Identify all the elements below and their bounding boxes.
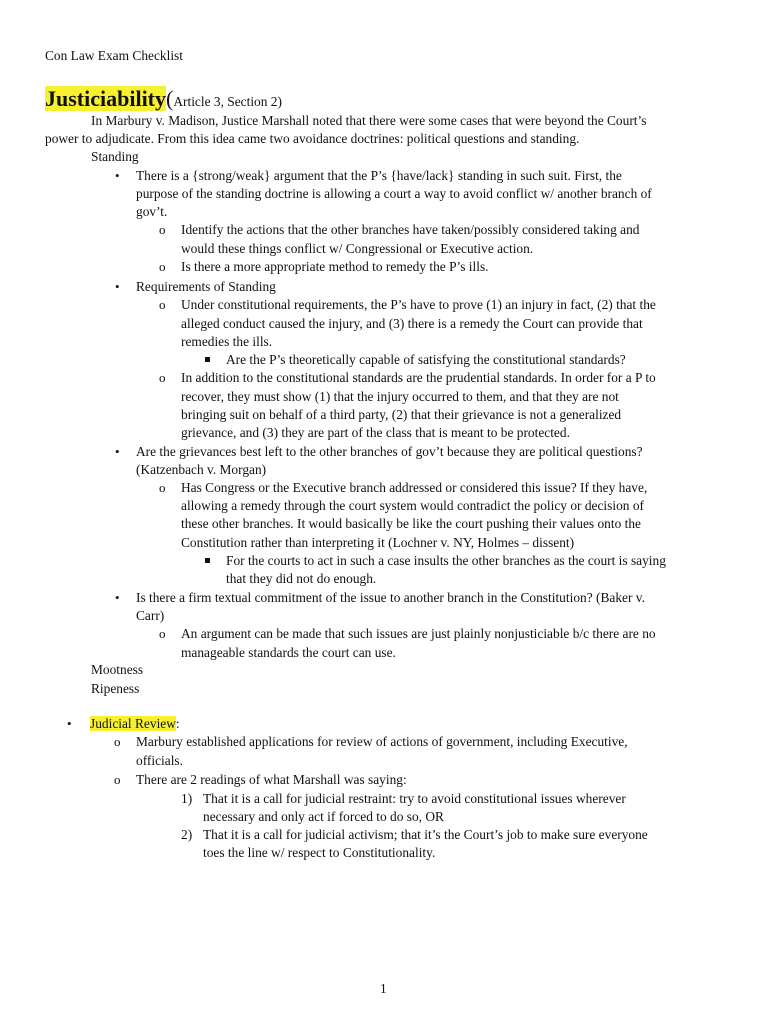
bullet-text: There is a {strong/weak} argument that the P’s {have/lack} standing in such suit. First, the [136, 168, 622, 183]
sub-sub-bullet-text: For the courts to act in such a case insults the other branches as the court is saying [226, 553, 666, 568]
bullet-text: Are the grievances best left to the other branches of gov’t because they are political questions? [136, 444, 643, 459]
sub-sub-bullet-text: Are the P’s theoretically capable of satisfying the constitutional standards? [226, 352, 626, 367]
bullet-icon: • [67, 716, 72, 731]
numbered-marker: 1) [181, 791, 193, 806]
circle-bullet-icon: o [159, 480, 166, 495]
sub-bullet-text: these other branches. It would basically be like the court pushing their values onto the [181, 516, 641, 531]
circle-bullet-icon: o [159, 626, 166, 641]
sub-bullet-text: allowing a remedy through the court system would contradict the policy or decision of [181, 498, 644, 513]
heading-subtitle: Article 3, Section 2) [173, 94, 282, 109]
numbered-item-text: That it is a call for judicial restraint: try to avoid constitutional issues wherever [203, 791, 626, 806]
sub-bullet-text: bringing suit on behalf of a third party, (2) that their grievance is not a generalized [181, 407, 622, 422]
bullet-icon: • [115, 168, 120, 183]
bullet-icon: • [115, 590, 120, 605]
square-bullet-icon [205, 357, 210, 362]
sub-bullet-text: would these things conflict w/ Congressional or Executive action. [181, 241, 534, 256]
numbered-item-text: toes the line w/ respect to Constitutionality. [203, 845, 436, 860]
circle-bullet-icon: o [159, 370, 166, 385]
circle-bullet-icon: o [159, 222, 166, 237]
bullet-text: (Katzenbach v. Morgan) [136, 462, 267, 477]
sub-bullet-text: Constitution rather than interpreting it (Lochner v. NY, Holmes – dissent) [181, 535, 575, 550]
section-heading [45, 85, 282, 113]
intro-line: power to adjudicate. From this idea came two avoidance doctrines: political questions and standing. [45, 131, 580, 146]
bullet-text: Carr) [136, 608, 165, 623]
square-bullet-icon [205, 558, 210, 563]
circle-bullet-icon: o [114, 772, 121, 787]
intro-line: In Marbury v. Madison, Justice Marshall noted that there were some cases that were beyond the Court’s [91, 113, 647, 128]
bullet-text: Requirements of Standing [136, 279, 276, 294]
sub-bullet-text: There are 2 readings of what Marshall was saying: [136, 772, 407, 787]
sub-sub-bullet-text: that they did not do enough. [226, 571, 377, 586]
numbered-item-text: That it is a call for judicial activism; that it’s the Court’s job to make sure everyone [203, 827, 648, 842]
page-number: 1 [380, 981, 387, 996]
sub-bullet-text: manageable standards the court can use. [181, 645, 396, 660]
sub-bullet-text: remedies the ills. [181, 334, 273, 349]
standing-label: Standing [91, 149, 139, 164]
sub-bullet-text: alleged conduct caused the injury, and (3) there is a remedy the Court can provide that [181, 316, 643, 331]
judicial-review-heading [90, 715, 180, 733]
sub-bullet-text: Has Congress or the Executive branch addressed or considered this issue? If they have, [181, 480, 648, 495]
circle-bullet-icon: o [159, 297, 166, 312]
sub-bullet-text: In addition to the constitutional standards are the prudential standards. In order for a P to [181, 370, 656, 385]
bullet-text: purpose of the standing doctrine is allowing a court a way to avoid conflict w/ another branch of [136, 186, 652, 201]
sub-bullet-text: grievance, and (3) they are part of the class that is meant to be protected. [181, 425, 570, 440]
circle-bullet-icon: o [114, 734, 121, 749]
numbered-marker: 2) [181, 827, 193, 842]
judicial-review-label: Judicial Review [90, 716, 176, 731]
bullet-text: gov’t. [136, 204, 168, 219]
ripeness-label: Ripeness [91, 681, 140, 696]
sub-bullet-text: Identify the actions that the other branches have taken/possibly considered taking and [181, 222, 640, 237]
sub-bullet-text: Is there a more appropriate method to remedy the P’s ills. [181, 259, 489, 274]
judicial-review-colon: : [175, 716, 180, 731]
bullet-text: Is there a firm textual commitment of the issue to another branch in the Constitution? (Baker v. [136, 590, 645, 605]
sub-bullet-text: An argument can be made that such issues are just plainly nonjusticiable b/c there are no [181, 626, 656, 641]
sub-bullet-text: officials. [136, 753, 183, 768]
sub-bullet-text: Marbury established applications for review of actions of government, including Executive, [136, 734, 628, 749]
heading-justiciability: Justiciability [45, 86, 167, 111]
numbered-item-text: necessary and only act if forced to do so, OR [203, 809, 444, 824]
sub-bullet-text: recover, they must show (1) that the injury occurred to them, and that they are not [181, 389, 619, 404]
bullet-icon: • [115, 444, 120, 459]
circle-bullet-icon: o [159, 259, 166, 274]
sub-bullet-text: Under constitutional requirements, the P’s have to prove (1) an injury in fact, (2) that the [181, 297, 656, 312]
bullet-icon: • [115, 279, 120, 294]
heading-paren: ( [166, 86, 174, 111]
mootness-label: Mootness [91, 662, 144, 677]
document-title: Con Law Exam Checklist [45, 48, 183, 63]
